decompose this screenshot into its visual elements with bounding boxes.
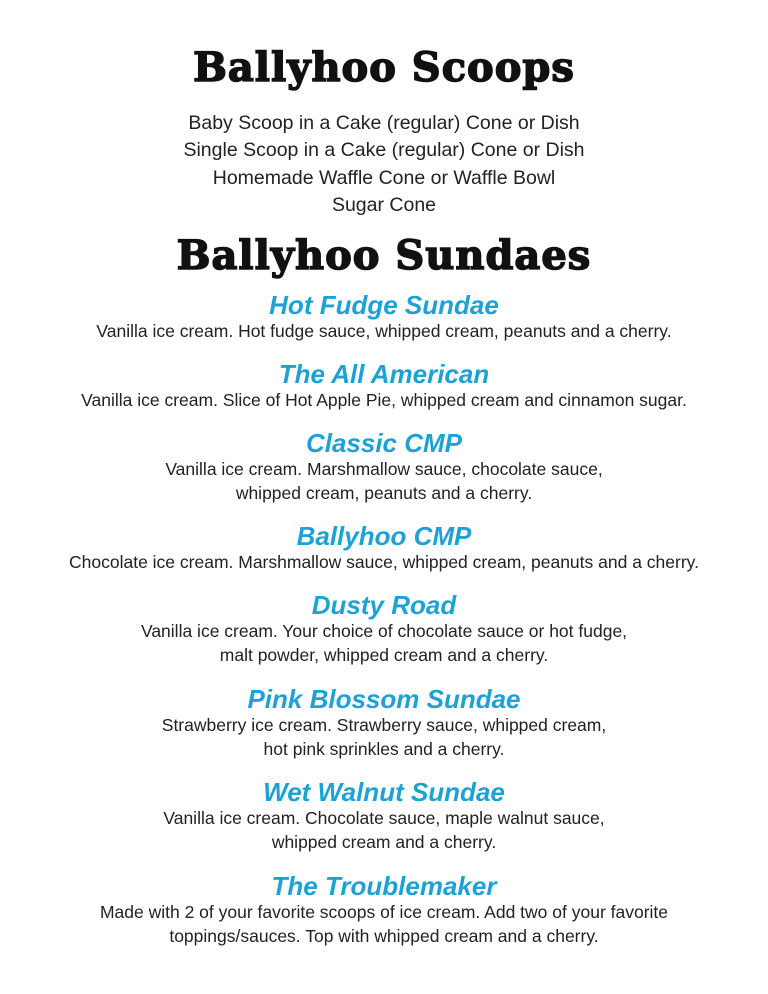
sundae-name: Ballyhoo CMP	[296, 521, 472, 551]
sundae-ballyhoo-cmp	[0, 521, 768, 575]
sundae-description: malt powder, whipped cream and a cherry.	[219, 644, 549, 665]
sundae-wet-walnut	[0, 777, 768, 854]
sundae-description: Made with 2 of your favorite scoops of ice cream. Add two of your favorite	[99, 902, 669, 922]
sundae-name: Dusty Road	[311, 590, 457, 620]
list-item: Sugar Cone	[331, 193, 437, 216]
sundae-description: Vanilla ice cream. Marshmallow sauce, chocolate sauce,	[165, 459, 603, 479]
list-item: Baby Scoop in a Cake (regular) Cone or Dish	[188, 112, 580, 134]
sundae-description: Vanilla ice cream. Hot fudge sauce, whipped cream, peanuts and a cherry.	[96, 321, 672, 341]
sundae-description: Vanilla ice cream. Slice of Hot Apple Pie, whipped cream and cinnamon sugar.	[81, 390, 687, 410]
sundae-description: Vanilla ice cream. Chocolate sauce, maple walnut sauce,	[163, 808, 605, 828]
sundae-name: The All American	[278, 359, 490, 389]
sundae-troublemaker	[0, 871, 768, 948]
sundae-description: Vanilla ice cream. Your choice of chocolate sauce or hot fudge,	[140, 621, 628, 641]
sundae-name: Hot Fudge Sundae	[269, 290, 499, 320]
scoops-heading: Ballyhoo Scoops	[193, 44, 575, 91]
sundaes-heading: Ballyhoo Sundaes	[176, 232, 592, 279]
sundae-hot-fudge	[0, 290, 768, 344]
scoops-list	[0, 110, 768, 219]
sundae-description: Chocolate ice cream. Marshmallow sauce, whipped cream, peanuts and a cherry.	[69, 552, 699, 572]
sundae-name: Wet Walnut Sundae	[263, 777, 505, 807]
sundae-description: Strawberry ice cream. Strawberry sauce, whipped cream,	[161, 715, 607, 735]
sundae-description: whipped cream, peanuts and a cherry.	[235, 482, 533, 503]
sundae-name: The Troublemaker	[271, 871, 497, 901]
sundae-classic-cmp	[0, 428, 768, 505]
sundae-name: Pink Blossom Sundae	[247, 684, 521, 714]
sundae-name: Classic CMP	[305, 428, 463, 458]
sundae-description: hot pink sprinkles and a cherry.	[263, 738, 505, 759]
sundae-dusty-road	[0, 590, 768, 667]
list-item: Single Scoop in a Cake (regular) Cone or Dish	[183, 139, 585, 162]
sundae-description: toppings/sauces. Top with whipped cream and a cherry.	[169, 925, 599, 946]
sundae-pink-blossom	[0, 684, 768, 761]
sundae-all-american	[0, 359, 768, 413]
list-item: Homemade Waffle Cone or Waffle Bowl	[212, 166, 556, 189]
sundae-description: whipped cream and a cherry.	[271, 831, 497, 852]
